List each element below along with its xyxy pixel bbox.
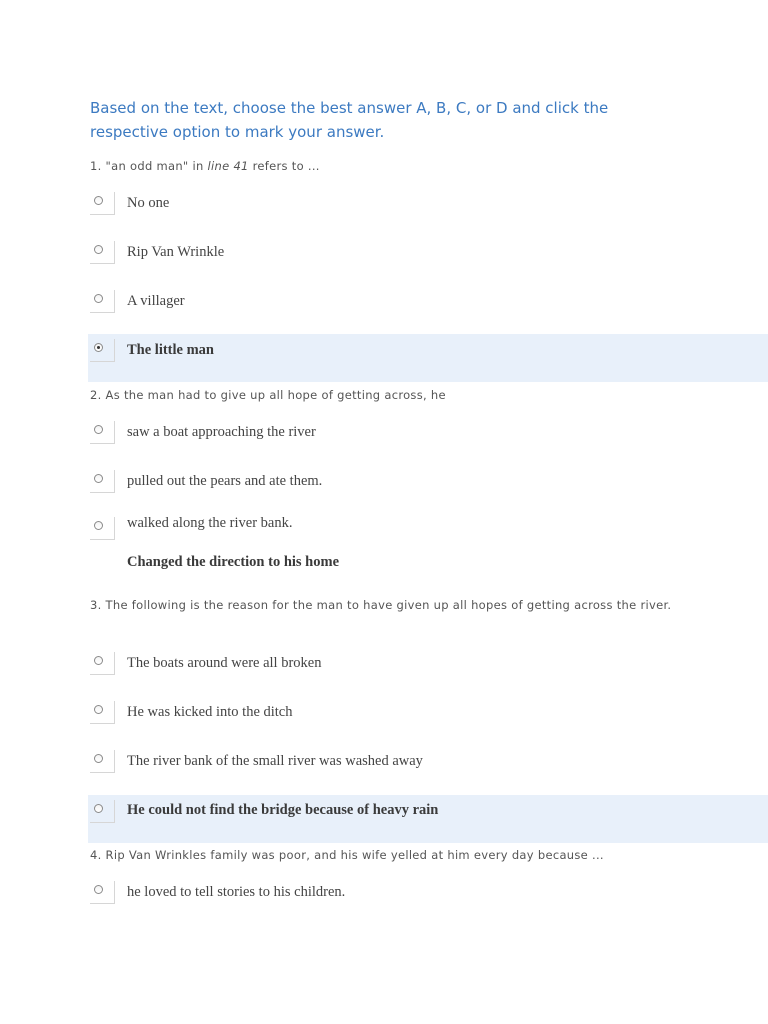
- question-1-option-4-selected[interactable]: [88, 334, 768, 382]
- radio-frame: [90, 750, 115, 773]
- question-4-option-1[interactable]: [88, 871, 768, 919]
- radio-frame: [90, 470, 115, 493]
- question-1-option-2[interactable]: [88, 231, 768, 279]
- option-label: pulled out the pears and ate them.: [127, 473, 323, 489]
- radio-frame: [90, 881, 115, 904]
- question-2-option-2[interactable]: [88, 460, 768, 508]
- question-3-text: 3. The following is the reason for the man to have given up all hopes of getting across the river.: [90, 598, 672, 612]
- radio-button-icon[interactable]: [94, 705, 103, 714]
- radio-frame: [90, 241, 115, 264]
- radio-button-icon[interactable]: [94, 656, 103, 665]
- question-1-suffix: refers to ...: [248, 159, 320, 173]
- radio-frame: [90, 421, 115, 444]
- radio-frame: [90, 800, 115, 823]
- question-2-option-3[interactable]: [88, 505, 768, 553]
- radio-button-icon[interactable]: [94, 521, 103, 530]
- option-label: The little man: [127, 342, 214, 358]
- radio-frame: [90, 192, 115, 215]
- radio-button-checked-icon[interactable]: [94, 343, 103, 352]
- radio-frame: [90, 339, 115, 362]
- question-2-text: 2. As the man had to give up all hope of getting across, he: [90, 388, 446, 402]
- instructions-heading: Based on the text, choose the best answer A, B, C, or D and click the respective option to mark your answer.: [90, 99, 609, 141]
- option-label: He was kicked into the ditch: [127, 704, 293, 720]
- option-label: He could not find the bridge because of heavy rain: [127, 802, 439, 818]
- question-1-line-ref: line 41: [207, 159, 249, 173]
- radio-frame: [90, 701, 115, 724]
- option-label: A villager: [127, 293, 185, 309]
- radio-button-icon[interactable]: [94, 196, 103, 205]
- radio-frame: [90, 290, 115, 313]
- option-label: The river bank of the small river was washed away: [127, 753, 423, 769]
- radio-button-icon[interactable]: [94, 754, 103, 763]
- question-1-prefix: 1. "an odd man" in: [90, 159, 208, 173]
- radio-button-icon[interactable]: [94, 245, 103, 254]
- option-label: Rip Van Wrinkle: [127, 244, 225, 260]
- radio-button-icon[interactable]: [94, 885, 103, 894]
- option-label: he loved to tell stories to his children.: [127, 884, 346, 900]
- option-label: walked along the river bank.: [127, 515, 293, 531]
- radio-button-icon[interactable]: [94, 804, 103, 813]
- radio-frame: [90, 517, 115, 540]
- radio-frame: [90, 652, 115, 675]
- question-1-option-3[interactable]: [88, 280, 768, 328]
- question-4-text: 4. Rip Van Wrinkles family was poor, and his wife yelled at him every day because ...: [90, 848, 604, 862]
- option-label: saw a boat approaching the river: [127, 424, 316, 440]
- radio-button-icon[interactable]: [94, 474, 103, 483]
- question-1-option-1[interactable]: [88, 182, 768, 230]
- option-label: The boats around were all broken: [127, 655, 322, 671]
- question-3-option-3[interactable]: [88, 740, 768, 788]
- question-2-option-1[interactable]: [88, 411, 768, 459]
- question-3-option-1[interactable]: [88, 642, 768, 690]
- radio-button-icon[interactable]: [94, 294, 103, 303]
- question-3-option-4-highlighted[interactable]: [88, 795, 768, 843]
- radio-button-icon[interactable]: [94, 425, 103, 434]
- question-2-extra-answer: Changed the direction to his home: [127, 554, 340, 570]
- question-3-option-2[interactable]: [88, 691, 768, 739]
- option-label: No one: [127, 195, 170, 211]
- question-1-text: [90, 156, 690, 177]
